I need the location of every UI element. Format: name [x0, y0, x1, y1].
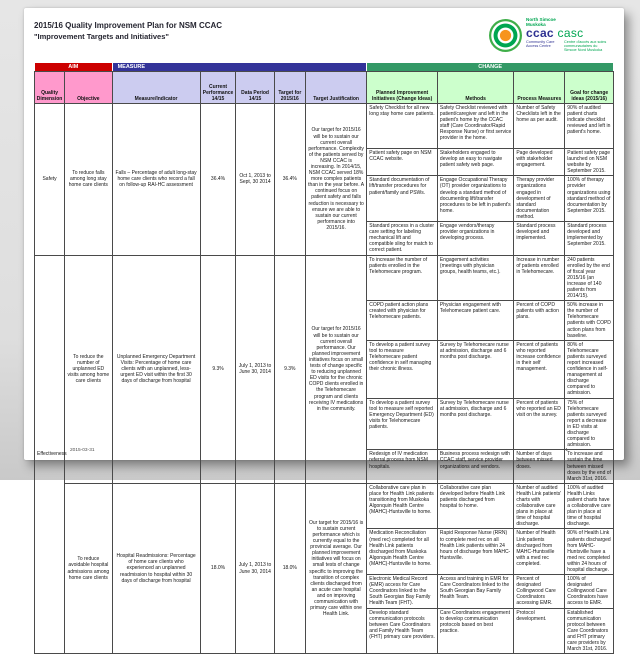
logo-acronym-fr: casc	[557, 26, 584, 41]
cell-justification-falls: Our target for 2015/16 will be to sustain our current overall performance. Complexity of the patients served by NSM CCAC is increasing. In 2014/15, NSM CCAC served 18% more complex patients than in the year before. A continued focus on patient safety and falls reduction is necessary to ensure we are able to sustain our current performance into 2015/16.	[305, 104, 366, 256]
cell-initiative: Patient safety page on NSM CCAC website.	[367, 149, 438, 176]
cell-process: Protocol development.	[514, 608, 565, 654]
col-initiatives: Planned Improvement Initiatives (Change Ideas)	[367, 72, 438, 104]
cell-initiative: Standard process in a cluster care setting for labeling mechanical lift and compatible sling for match to correct patient.	[367, 222, 438, 255]
ccac-logo	[489, 17, 612, 52]
ccac-logo-icon	[489, 19, 522, 52]
cell-process: Standard process developed and implemented.	[514, 222, 565, 255]
cell-initiative: Electronic Medical Record (EMR) access for Care Coordinators linked to the South Georgian Bay Family Health Team (FHT).	[367, 575, 438, 608]
logo-region-name: North Simcoe Muskoka	[526, 17, 556, 28]
cell-process: Page developed with stakeholder engagement.	[514, 149, 565, 176]
title-block	[34, 17, 222, 43]
cell-process: Number of Safety Checklists left in the home as per audit.	[514, 104, 565, 149]
cell-goal: 75% of Telehomecare patients surveyed report a decrease in ED visits at discharge compared to admission.	[565, 398, 614, 450]
col-methods: Methods	[437, 72, 513, 104]
footer-date: 2015-03-31	[70, 448, 95, 453]
cell-process: Number of audited Health Link patients' charts with collaborative care plans in place at time of hospital discharge.	[514, 483, 565, 529]
cell-initiative: Medication Reconciliation (med rec) completed for all Health Link patients discharged from Muskoka Algonquin Health Centre (MAHC)-Huntsville to home.	[367, 529, 438, 575]
cell-process: Percent of patients who reported an ED visit on the survey.	[514, 398, 565, 450]
page-footer	[70, 448, 568, 453]
page-header	[24, 8, 624, 60]
cell-justification-readmissions: Our target for 2015/16 is to sustain current performance which is currently equal to the provincial average. Our planned improvement initiatives will focus on small tests of change specific to improving the transition of complex clients discharged from an acute care hospital and on improving communication with primary care within one Health Link.	[305, 483, 366, 653]
cell-process: Percent of patients who reported increase confidence in their self management.	[514, 340, 565, 398]
cell-goal: 50% increase in the number of Telehomecare patients with COPD action plans from baseline.	[565, 301, 614, 341]
col-goal: Goal for change ideas (2015/16)	[565, 72, 614, 104]
cell-goal: 90% of Health Link patients discharged from MAHC-Huntsville have a med rec completed within 24 hours of hospital discharge.	[565, 529, 614, 575]
cell-methods: Engage vendors/therapy provider organizations in developing process.	[437, 222, 513, 255]
cell-goal: Established communication protocol between Care Coordinators and FHT primary care providers by March 31st, 2016.	[565, 608, 614, 654]
col-target-justification: Target Justification	[305, 72, 366, 104]
cell-measure-readmissions: Hospital Readmissions: Percentage of home care clients who experienced an unplanned readmission to hospital within 30 days of discharge from hospital	[112, 483, 200, 653]
cell-period-readmissions: July 1, 2013 to June 30, 2014	[236, 483, 274, 653]
cell-methods: Stakeholders engaged to develop an easy to navigate patient safety web page.	[437, 149, 513, 176]
cell-period-falls: Oct 1, 2013 to Sept, 30 2014	[236, 104, 274, 256]
logo-acronym-en: ccac	[526, 26, 554, 41]
aim-band: AIM	[35, 63, 113, 72]
cell-justification-ed: Our target for 2015/16 will be to sustain our current overall performance. Our planned improvement initiatives focus on small tests of change specific to reducing unplanned ED visits for the chronic COPD clients enrolled in the Telehomecare program and clients receiving IV medications in the community.	[305, 255, 366, 483]
col-data-period: Data Period 14/15	[236, 72, 274, 104]
logo-acronyms	[526, 27, 612, 40]
cell-methods: Rapid Response Nurse (RRN) to complete med rec on all Health Link patients within 24 hours of discharge from MAHC-Huntsville.	[437, 529, 513, 575]
cell-process: Percent of designated Collingwood Care Coordinators accessing EMR.	[514, 575, 565, 608]
table-row	[35, 483, 614, 529]
cell-goal: 90% of audited patient charts indicate checklist reviewed and left in patient's home.	[565, 104, 614, 149]
cell-process: Number of Health Link patients discharged from MAHC-Huntsville with a med rec completed.	[514, 529, 565, 575]
col-objective: Objective	[65, 72, 112, 104]
cell-initiative: Develop standard communication protocols between Care Coordinators and Family Health Team (FHT) primary care providers.	[367, 608, 438, 654]
cell-methods: Safety Checklist reviewed with patient/caregiver and left in the patient's home by the CCAC staff (Care Coordinator/Rapid Response Nurse) or first service provider in the home.	[437, 104, 513, 149]
page-number: 1	[565, 448, 568, 453]
cell-measure-ed: Unplanned Emergency Department Visits: Percentage of home care clients with an unplanned, less-urgent ED visit within the first 30 days of discharge from hospital	[112, 255, 200, 483]
cell-current-readmissions: 18.0%	[200, 483, 236, 653]
cell-goal: 100% of designated Collingwood Care Coordinators have access to EMR.	[565, 575, 614, 608]
cell-dimension-safety: Safety	[35, 104, 65, 256]
cell-methods: Engagement activities (meetings with physician groups, health teams, etc.).	[437, 255, 513, 301]
cell-goal: To increase and sustain the time between missed doses by the end of March 31st, 2016.	[565, 450, 614, 483]
col-target: Target for 2015/16	[274, 72, 305, 104]
change-band: CHANGE	[367, 63, 614, 72]
col-current-performance: Current Performance 14/15	[200, 72, 236, 104]
cell-dimension-effectiveness: Effectiveness	[35, 255, 65, 654]
cell-goal: 100% of therapy provider organizations using standard method of documentation by September 2015.	[565, 176, 614, 222]
cell-methods: Engage Occupational Therapy (OT) provider organizations to develop a standard method of documenting lift/transfer procedures to be left in patient's home.	[437, 176, 513, 222]
cell-methods: Survey by Telehomecare nurse at admission, discharge and 6 months post discharge.	[437, 340, 513, 398]
cell-objective-falls: To reduce falls among long stay home care clients	[65, 104, 112, 256]
cell-objective-ed: To reduce the number of unplanned ED visits among home care clients	[65, 255, 112, 483]
document-page	[24, 8, 624, 653]
cell-goal: Patient safety page launched on NSM website by September 2015.	[565, 149, 614, 176]
col-process-measures: Process Measures	[514, 72, 565, 104]
cell-initiative: Safety Checklist for all new long stay home care patients.	[367, 104, 438, 149]
cell-initiative: Collaborative care plan in place for Health Link patients transitioning from Muskoka Algonquin Health Centre (MAHC)-Huntsville to home.	[367, 483, 438, 529]
col-quality-dimension: Quality Dimension	[35, 72, 65, 104]
cell-goal: Standard process developed and implemented by September 2015.	[565, 222, 614, 255]
column-header-row	[35, 72, 614, 104]
logo-name-french: Centre d'accès aux soins communautaires du Simcoe Nord Muskoka	[564, 39, 607, 53]
cell-methods: Care Coordinators engagement to develop communication protocols based on best practice.	[437, 608, 513, 654]
cell-methods: Collaborative care plan developed before Health Link patients discharged from hospital to home.	[437, 483, 513, 529]
col-measure-indicator: Measure/Indicator	[112, 72, 200, 104]
cell-period-ed: July 1, 2013 to June 30, 2014	[236, 255, 274, 483]
cell-methods: Physician engagement with Telehomecare patient care.	[437, 301, 513, 341]
cell-goal: 100% of audited Health Links patient charts have a collaborative care plan in place at time of hospital discharge.	[565, 483, 614, 529]
cell-process: Number of days between missed doses.	[514, 450, 565, 483]
cell-measure-falls: Falls – Percentage of adult long-stay home care clients who record a fall on follow-up RAI-HC assessment	[112, 104, 200, 256]
table-row	[35, 255, 614, 301]
cell-process: Percent of COPD patients with action plans.	[514, 301, 565, 341]
cell-target-readmissions: 18.0%	[274, 483, 305, 653]
ccac-logo-text	[526, 17, 612, 52]
cell-initiative: Standard documentation of lift/transfer procedures for patient/family and PSWs.	[367, 176, 438, 222]
doc-subtitle: "Improvement Targets and Initiatives"	[34, 32, 169, 41]
cell-methods: Business process redesign with CCAC staff, service provider organizations and vendors.	[437, 450, 513, 483]
cell-initiative: COPD patient action plans created with physician for Telehomecare patients.	[367, 301, 438, 341]
cell-initiative: To develop a patient survey tool to measure self reported Emergency Department (ED) visits for Telehomecare patients.	[367, 398, 438, 450]
doc-title: 2015/16 Quality Improvement Plan for NSM CCAC	[34, 21, 223, 30]
cell-methods: Access and training in EMR for Care Coordinators linked to the South Georgian Bay Family Health Team.	[437, 575, 513, 608]
logo-name-english: Community Care Access Centre	[526, 39, 555, 48]
cell-goal: 240 patients enrolled by the end of fiscal year 2015/16 (an increase of 140 patients from 2014/15).	[565, 255, 614, 301]
cell-initiative: Redesign of IV medication referral process from NSM hospitals.	[367, 450, 438, 483]
cell-current-falls: 36.4%	[200, 104, 236, 256]
cell-process: Therapy provider organizations engaged in development of standard documentation method.	[514, 176, 565, 222]
table-row	[35, 104, 614, 149]
cell-objective-readmissions: To reduce avoidable hospital admissions among home care clients	[65, 483, 112, 653]
qip-table	[34, 62, 614, 654]
cell-target-falls: 36.4%	[274, 104, 305, 256]
cell-initiative: To increase the number of patients enrolled in the Telehomecare program.	[367, 255, 438, 301]
cell-process: Increase in number of patients enrolled in Telehomecare.	[514, 255, 565, 301]
logo-full-names	[526, 40, 612, 53]
cell-current-ed: 9.3%	[200, 255, 236, 483]
cell-initiative: To develop a patient survey tool to measure Telehomecare patient confidence in self managing their chronic illness.	[367, 340, 438, 398]
band-header-row	[35, 63, 614, 72]
cell-target-ed: 9.3%	[274, 255, 305, 483]
cell-goal: 80% of Telehomecare patients surveyed report increased confidence in self-management at discharge compared to admission.	[565, 340, 614, 398]
cell-methods: Survey by Telehomecare nurse at admission, discharge and 6 months post discharge.	[437, 398, 513, 450]
measure-band: MEASURE	[112, 63, 367, 72]
